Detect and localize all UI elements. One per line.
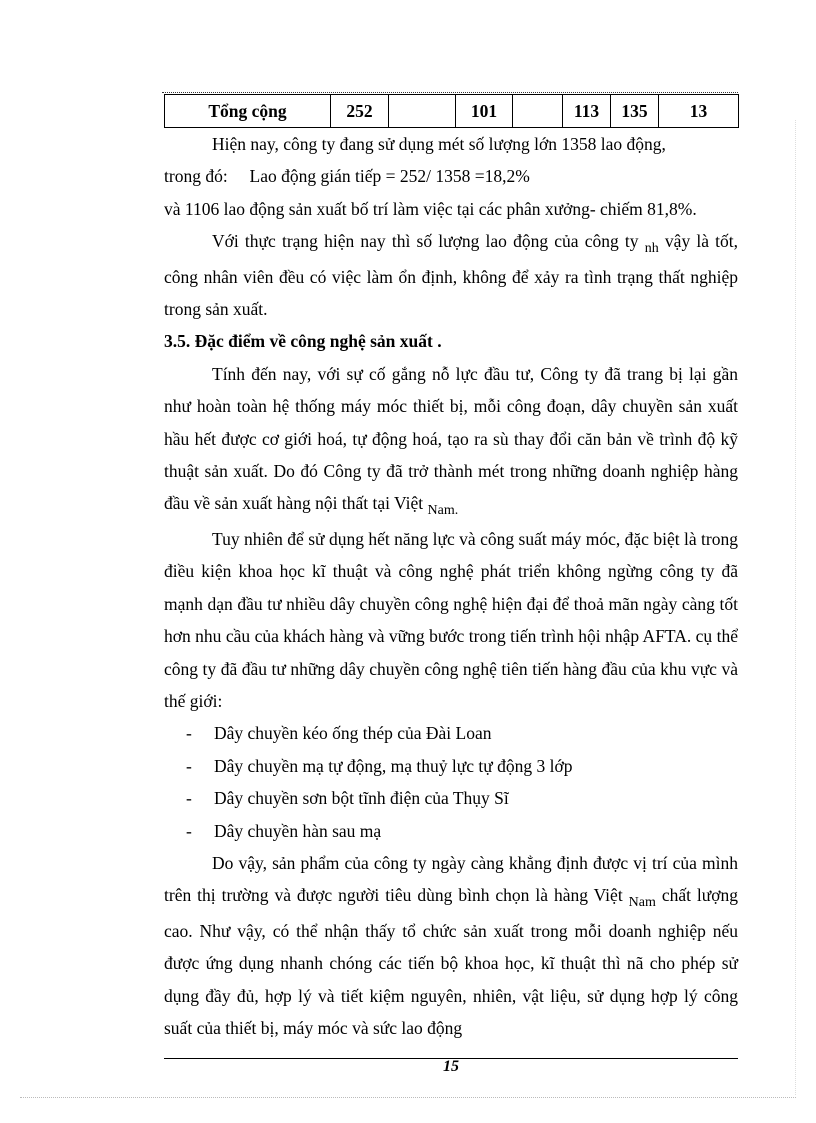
summary-table bbox=[164, 94, 739, 128]
paragraph-situation bbox=[164, 225, 738, 325]
text-subscript: nh bbox=[644, 241, 659, 257]
bullet-dash: - bbox=[186, 788, 192, 809]
list-item-text: Dây chuyền mạ tự động, mạ thuỷ lực tự động 3 lớp bbox=[214, 755, 573, 776]
table-cell: 101 bbox=[456, 95, 513, 128]
paragraph-workforce-line3: và 1106 lao động sản xuất bố trí làm việc tại các phân xưởng- chiếm 81,8%. bbox=[164, 198, 697, 219]
table-cell bbox=[389, 95, 456, 128]
page-right-edge bbox=[795, 120, 796, 1095]
paragraph-technology bbox=[164, 358, 738, 523]
list-item-text: Dây chuyền kéo ống thép của Đài Loan bbox=[214, 723, 492, 744]
text-span: chất lượng cao. Như vậy, có thể nhận thấy tổ chức sản xuất trong mỗi doanh nghiệp nếu được ứng dụng nhanh chóng các tiến bộ khoa học, kĩ thuật thì nã cho phép sử dụng đầy đủ, hợp lý và tiết kiệm nguyên, nhiên, vật liệu, sử dụng hợp lý công suất của thiết bị, máy móc và sức lao động bbox=[164, 885, 739, 1038]
body-text bbox=[164, 128, 738, 1044]
paragraph-conclusion bbox=[164, 847, 738, 1044]
paragraph-workforce-line2: trong đó: Lao động gián tiếp = 252/ 1358 =18,2% bbox=[164, 166, 530, 187]
list-item-text: Dây chuyền hàn sau mạ bbox=[214, 820, 382, 841]
table-cell: 13 bbox=[659, 95, 739, 128]
bullet-dash: - bbox=[186, 820, 192, 841]
page-bottom-edge bbox=[20, 1097, 796, 1098]
text-subscript: Nam. bbox=[427, 503, 459, 519]
list-item bbox=[164, 717, 738, 749]
text-span: vậy là tốt, công nhân viên đều có việc làm ổn định, không để xảy ra tình trạng thất nghiệp trong sản xuất. bbox=[164, 231, 739, 320]
bullet-dash: - bbox=[186, 755, 192, 776]
list-item bbox=[164, 815, 738, 847]
bullet-list bbox=[164, 717, 738, 847]
list-item-text: Dây chuyền sơn bột tĩnh điện của Thụy Sĩ bbox=[214, 788, 509, 809]
table-cell: 113 bbox=[563, 95, 611, 128]
text-subscript: Nam bbox=[628, 895, 656, 911]
table-row-total bbox=[165, 95, 739, 128]
table-top-border bbox=[162, 92, 738, 93]
list-item bbox=[164, 782, 738, 814]
table-cell: 135 bbox=[611, 95, 659, 128]
page-number: 15 bbox=[443, 1058, 459, 1075]
paragraph-investment: Tuy nhiên để sử dụng hết năng lực và công suất máy móc, đặc biệt là trong điều kiện khoa học kĩ thuật và công nghệ phát triển không ngừng công ty đã mạnh dạn đầu tư nhiều dây chuyền công nghệ hiện đại để thoả mãn ngày càng tốt hơn nhu cầu của khách hàng và vững bước trong tiến trình hội nhập AFTA. cụ thể công ty đã đầu tư những dây chuyền công nghệ tiên tiến hàng đầu của khu vực và thế giới: bbox=[164, 528, 738, 711]
bullet-dash: - bbox=[186, 723, 192, 744]
text-span: Do vậy, sản phẩm của công ty ngày càng khẳng định được vị trí của mình trên thị trường và được người tiêu dùng bình chọn là hàng Việt bbox=[164, 852, 738, 906]
list-item bbox=[164, 750, 738, 782]
paragraph-workforce-line1: Hiện nay, công ty đang sử dụng mét số lượng lớn 1358 lao động, bbox=[212, 134, 666, 154]
text-span: Tính đến nay, với sự cố gắng nỗ lực đầu tư, Công ty đã trang bị lại gần như hoàn toàn hệ thống máy móc thiết bị, mỗi công đoạn, dây chuyền sản xuất hầu hết được cơ giới hoá, tự động hoá, tạo ra sù thay đổi căn bản về trình độ kỹ thuật sản xuất. Do đó Công ty đã trở thành mét trong những doanh nghiệp hàng đầu về sản xuất hàng nội thất tại Việt bbox=[164, 363, 738, 514]
table-cell bbox=[513, 95, 563, 128]
table-cell: 252 bbox=[331, 95, 389, 128]
table-cell-label: Tổng cộng bbox=[165, 95, 331, 128]
section-heading: 3.5. Đặc điểm về công nghệ sản xuất . bbox=[164, 331, 442, 352]
text-span: Với thực trạng hiện nay thì số lượng lao động của công ty bbox=[212, 231, 639, 252]
